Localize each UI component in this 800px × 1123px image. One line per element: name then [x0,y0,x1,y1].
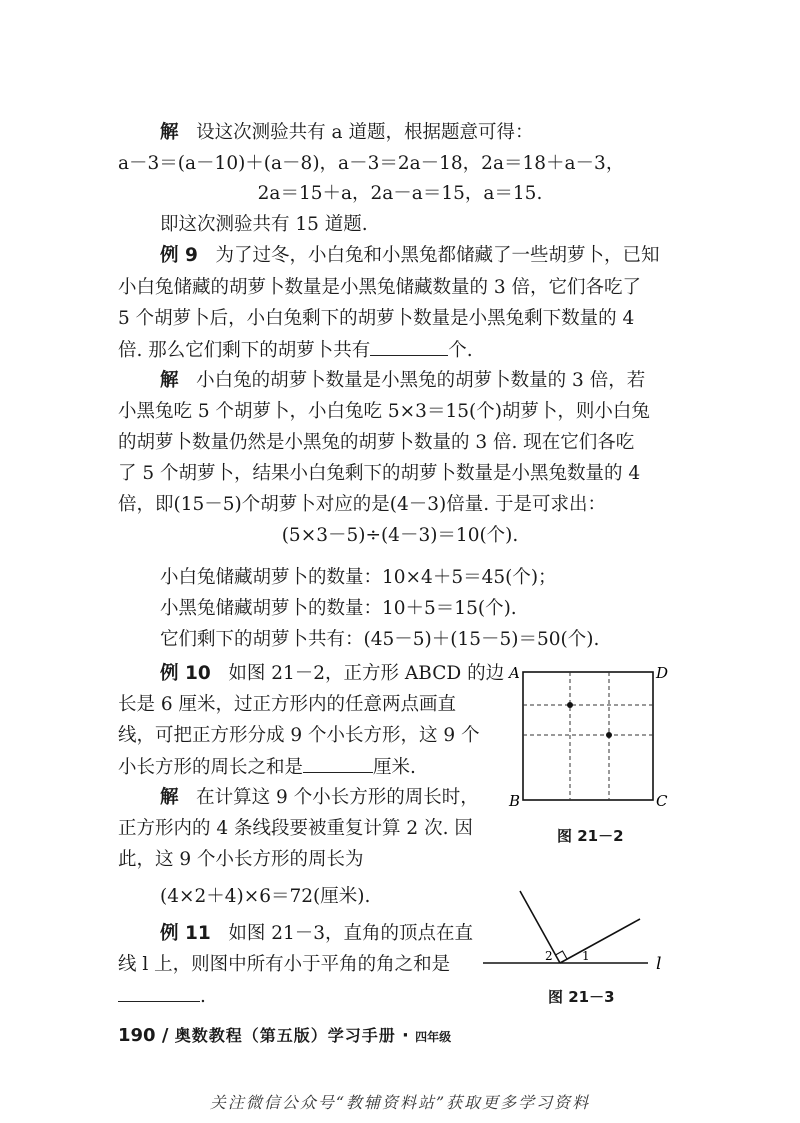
solution-9-line-2: 小黑兔吃 5 个胡萝卜，小白兔吃 5×3＝15(个)胡萝卜，则小白兔 [118,401,650,422]
line-text: 在计算这 9 个小长方形的周长时， [196,787,479,808]
line-text-after: . [200,986,206,1007]
vertex-d-label: D [656,664,669,682]
example-9-label: 例 9 [160,245,198,266]
book-title: 奥数教程（第五版）学习手册 [174,1026,396,1045]
page-footer [118,1023,451,1046]
footer-dot: · [402,1025,409,1046]
watermark-text: 关注微信公众号“教辅资料站”获取更多学习资料 [209,1093,591,1112]
solution-9-line-3: 的胡萝卜数量仍然是小黑兔的胡萝卜数量的 3 倍. 现在它们各吃 [118,432,635,453]
line-text: 为了过冬，小白兔和小黑兔都储藏了一些胡萝卜，已知 [215,245,660,266]
ray-left [520,891,560,963]
example-9-line-4 [118,337,473,364]
figure-21-3-caption: 图 21－3 [548,988,615,1006]
figure-21-2-caption: 图 21－2 [557,827,624,845]
example-10-line-4 [118,754,416,781]
solution-9-white-rabbit: 小白兔储藏胡萝卜的数量：10×4＋5＝45(个)； [160,567,557,588]
solution-label: 解 [160,787,179,808]
line-l-label: l [656,954,662,974]
square-outline [523,672,653,800]
example-11-line-2: 线 l 上，则图中所有小于平角的角之和是 [118,954,451,975]
ray-right [560,919,640,963]
example-10-label: 例 10 [160,663,211,684]
answer-blank[interactable] [370,337,448,356]
vertex-b-label: B [509,792,521,810]
solution-9-line-5: 倍，即(15－5)个胡萝卜对应的是(4－3)倍量. 于是可求出： [118,494,606,515]
example-9-line-2: 小白兔储藏的胡萝卜数量是小黑兔储藏数量的 3 倍，它们各吃了 [118,277,642,298]
answer-blank[interactable] [118,983,200,1002]
solution-label: 解 [160,370,179,391]
example-11-line-1 [160,921,473,947]
equation-line-1: a－3＝(a－10)＋(a－8)，a－3＝2a－18，2a＝18＋a－3， [118,153,625,174]
line-text-after: 厘米. [373,757,416,778]
example-9-line-1 [160,243,660,269]
vertex-c-label: C [656,792,668,810]
example-11-label: 例 11 [160,923,211,944]
answer-blank[interactable] [303,754,373,773]
solution-9-formula: (5×3－5)÷(4－3)＝10(个). [281,525,519,546]
solution-label: 解 [160,122,179,143]
grade-label: 四年级 [415,1030,452,1044]
solution-10-line-3: 此，这 9 个小长方形的周长为 [118,849,364,870]
angle-2-label: 2 [545,949,553,963]
solution-10-line-1 [160,785,479,811]
line-text: 小白兔的胡萝卜数量是小黑兔的胡萝卜数量的 3 倍，若 [196,370,646,391]
line-1 [160,120,533,146]
vertex-a-label: A [509,664,520,682]
example-10-line-3: 线，可把正方形分成 9 个小长方形，这 9 个 [118,725,480,746]
page-number: 190 [118,1025,156,1046]
line-text: 倍. 那么它们剩下的胡萝卜共有 [118,340,371,361]
figure-21-2-square [505,660,670,810]
figure-21-3-right-angle [478,885,678,975]
example-11-line-3 [118,983,206,1010]
solution-9-line-1 [160,368,645,394]
solution-9-total: 它们剩下的胡萝卜共有：(45－5)＋(15－5)＝50(个). [160,629,600,650]
conclusion-line: 即这次测验共有 15 道题. [160,214,368,235]
example-9-line-3: 5 个胡萝卜后，小白兔剩下的胡萝卜数量是小黑兔剩下数量的 4 [118,308,635,329]
line-text: 如图 21－2，正方形 ABCD 的边 [228,663,505,684]
line-text: 小长方形的周长之和是 [118,757,304,778]
solution-9-black-rabbit: 小黑兔储藏胡萝卜的数量：10＋5＝15(个). [160,598,517,619]
equation-line-2: 2a＝15＋a，2a－a＝15，a＝15. [257,183,543,204]
interior-point-2 [606,732,612,738]
line-text-after: 个. [448,340,473,361]
solution-10-formula: (4×2＋4)×6＝72(厘米). [160,886,371,907]
footer-slash: / [161,1025,169,1046]
line-text: 设这次测验共有 a 道题，根据题意可得： [196,122,534,143]
angle-1-label: 1 [582,949,590,963]
solution-9-line-4: 了 5 个胡萝卜，结果小白兔剩下的胡萝卜数量是小黑兔数量的 4 [118,463,641,484]
interior-point-1 [567,702,573,708]
example-10-line-2: 长是 6 厘米，过正方形内的任意两点画直 [118,694,457,715]
line-text: 如图 21－3，直角的顶点在直 [228,923,474,944]
example-10-line-1 [160,661,504,687]
solution-10-line-2: 正方形内的 4 条线段要被重复计算 2 次. 因 [118,818,473,839]
